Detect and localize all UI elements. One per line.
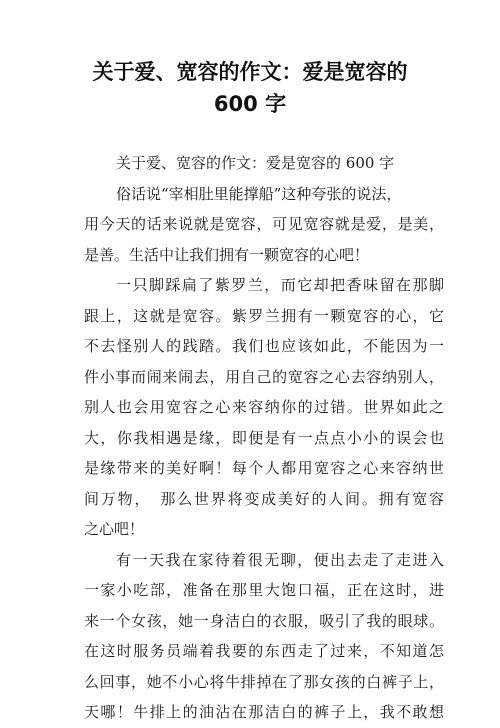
body-line: 天哪！牛排上的油沾在那洁白的裤子上，我不敢想 [84, 703, 444, 721]
title-line-2: 600 字 [213, 92, 287, 116]
body-line: 关于爱、宽容的作文：爱是宽容的 600 字 [116, 154, 395, 172]
body-line: 件小事而闹来闹去，用自己的宽容之心去容纳别人， [84, 367, 444, 386]
body-line: 用今天的话来说就是宽容，可见宽容就是爱，是美， [84, 215, 444, 233]
body-line: 间万物， 那么世界将变成美好的人间。拥有宽容 [84, 489, 444, 508]
body-line: 一家小吃部，准备在那里大饱口福，正在这时，进 [84, 581, 444, 599]
body-line: 大，你我相遇是缘，即便是有一点点小小的误会也 [84, 428, 444, 447]
title-line-1: 关于爱、宽容的作文：爱是宽容的 [92, 60, 408, 84]
body-line: 是缘带来的美好啊！每个人都用宽容之心来容纳世 [84, 459, 444, 477]
body-line: 来一个女孩，她一身洁白的衣服，吸引了我的眼球。 [84, 611, 444, 630]
body-line: 俗话说“宰相肚里能撑船”这种夸张的说法， [116, 184, 402, 203]
body-line: 一只脚踩扁了紫罗兰，而它却把香味留在那脚 [116, 276, 444, 294]
body-line: 之心吧！ [84, 520, 145, 538]
body-line: 有一天我在家待着很无聊，便出去走了走进入 [116, 550, 444, 569]
body-line: 别人也会用宽容之心来容纳你的过错。世界如此之 [84, 398, 444, 416]
body-line: 不去怪别人的践踏。我们也应该如此，不能因为一 [84, 337, 444, 355]
body-line: 么回事，她不小心将牛排掉在了那女孩的白裤子上， [84, 672, 444, 691]
document-title [40, 56, 460, 120]
body-line: 是善。生活中让我们拥有一颗宽容的心吧！ [84, 245, 370, 264]
body-line: 在这时服务员端着我要的东西走了过来，不知道怎 [84, 642, 444, 660]
document-body [84, 148, 444, 728]
body-line: 跟上，这就是宽容。紫罗兰拥有一颗宽容的心，它 [84, 306, 444, 325]
